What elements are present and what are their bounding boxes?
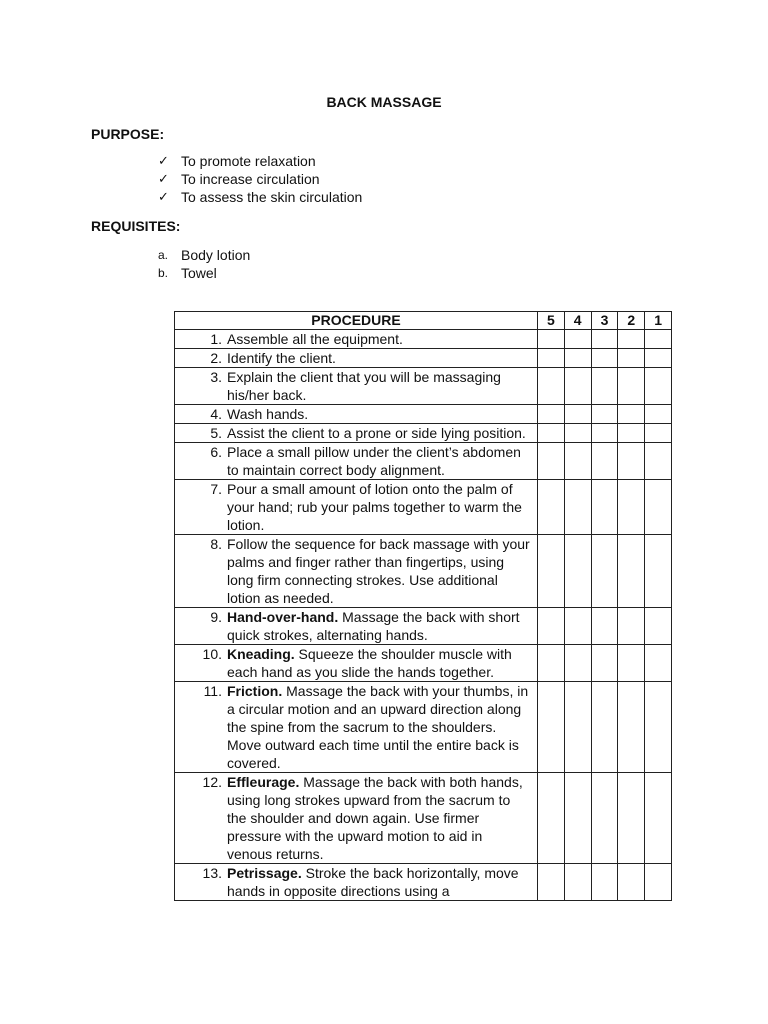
score-cell[interactable] [564, 773, 591, 864]
score-cell[interactable] [538, 645, 565, 682]
step-number: 5. [210, 425, 222, 441]
requisites-list [158, 246, 250, 282]
step-text [227, 349, 531, 367]
score-cell[interactable] [564, 349, 591, 368]
procedure-step-cell [175, 682, 538, 773]
purpose-item: ✓ To increase circulation [158, 171, 320, 187]
step-text [227, 405, 531, 423]
score-cell[interactable] [564, 480, 591, 535]
score-cell[interactable] [538, 424, 565, 443]
step-keyword: Hand-over-hand. [227, 609, 339, 625]
score-cell[interactable] [618, 330, 645, 349]
score-column-header: 4 [564, 312, 591, 330]
step-text [227, 330, 531, 348]
step-description: Identify the client. [227, 350, 336, 366]
step-description: Explain the client that you will be massaging his/her back. [227, 369, 501, 403]
score-cell[interactable] [645, 864, 672, 901]
step-description: Assist the client to a prone or side lying position. [227, 425, 526, 441]
step-text [227, 608, 531, 644]
score-cell[interactable] [618, 349, 645, 368]
score-cell[interactable] [645, 645, 672, 682]
score-cell[interactable] [538, 368, 565, 405]
score-cell[interactable] [645, 330, 672, 349]
procedure-step-cell [175, 443, 538, 480]
score-cell[interactable] [564, 645, 591, 682]
step-number: 13. [202, 865, 222, 881]
step-description: Follow the sequence for back massage with your palms and finger rather than fingertips, using long firm connecting strokes. Use additional lotion as needed. [227, 536, 530, 606]
procedure-step-cell [175, 608, 538, 645]
score-cell[interactable] [591, 773, 618, 864]
table-header-row [175, 312, 672, 330]
score-cell[interactable] [591, 330, 618, 349]
score-cell[interactable] [645, 405, 672, 424]
score-cell[interactable] [538, 535, 565, 608]
score-cell[interactable] [591, 864, 618, 901]
procedure-step-cell [175, 773, 538, 864]
score-cell[interactable] [645, 424, 672, 443]
step-number: 6. [210, 444, 222, 460]
score-cell[interactable] [645, 443, 672, 480]
table-row [175, 535, 672, 608]
procedure-step-cell [175, 349, 538, 368]
score-column-header: 2 [618, 312, 645, 330]
table-row [175, 405, 672, 424]
score-cell[interactable] [618, 368, 645, 405]
score-cell[interactable] [538, 864, 565, 901]
score-cell[interactable] [591, 645, 618, 682]
step-description: Massage the back with your thumbs, in a circular motion and an upward direction along the spine from the sacrum to the shoulders. Move outward each time until the entire back is covered. [227, 683, 529, 771]
score-cell[interactable] [618, 424, 645, 443]
step-text [227, 645, 531, 681]
score-cell[interactable] [538, 443, 565, 480]
score-cell[interactable] [591, 424, 618, 443]
score-cell[interactable] [538, 773, 565, 864]
score-cell[interactable] [618, 443, 645, 480]
step-number: 11. [203, 683, 222, 699]
table-row [175, 682, 672, 773]
score-cell[interactable] [591, 443, 618, 480]
score-cell[interactable] [618, 608, 645, 645]
requisites-heading: REQUISITES: [91, 218, 181, 234]
step-description: Wash hands. [227, 406, 309, 422]
score-cell[interactable] [591, 405, 618, 424]
score-cell[interactable] [618, 645, 645, 682]
score-column-header: 5 [538, 312, 565, 330]
step-text [227, 424, 531, 442]
score-cell[interactable] [618, 405, 645, 424]
step-number: 2. [210, 350, 222, 366]
procedure-step-cell [175, 405, 538, 424]
purpose-item: ✓ To promote relaxation [158, 153, 316, 169]
table-row [175, 864, 672, 901]
table-row [175, 443, 672, 480]
step-number: 3. [210, 369, 222, 385]
step-description: Place a small pillow under the client’s abdomen to maintain correct body alignment. [227, 444, 521, 478]
score-cell[interactable] [564, 405, 591, 424]
score-cell[interactable] [645, 535, 672, 608]
score-cell[interactable] [538, 608, 565, 645]
score-cell[interactable] [591, 368, 618, 405]
score-cell[interactable] [564, 424, 591, 443]
step-text [227, 535, 531, 607]
score-cell[interactable] [618, 480, 645, 535]
score-cell[interactable] [538, 480, 565, 535]
step-text [227, 368, 531, 404]
score-cell[interactable] [591, 608, 618, 645]
procedure-checklist-table [174, 311, 672, 901]
procedure-step-cell [175, 480, 538, 535]
score-cell[interactable] [538, 682, 565, 773]
step-description: Squeeze the shoulder muscle with each hand as you slide the hands together. [227, 646, 512, 680]
table-row [175, 608, 672, 645]
purpose-list [158, 152, 362, 206]
requisite-item: a. Body lotion [158, 247, 251, 263]
step-number: 12. [202, 774, 222, 790]
step-keyword: Kneading. [227, 646, 295, 662]
table-row [175, 349, 672, 368]
procedure-column-header: PROCEDURE [175, 312, 538, 330]
step-keyword: Effleurage. [227, 774, 300, 790]
step-keyword: Petrissage. [227, 865, 302, 881]
purpose-heading: PURPOSE: [91, 126, 165, 142]
score-cell[interactable] [618, 535, 645, 608]
step-text [227, 773, 531, 863]
step-number: 10. [202, 646, 222, 662]
step-number: 1. [210, 331, 222, 347]
procedure-step-cell [175, 864, 538, 901]
score-column-header: 3 [591, 312, 618, 330]
purpose-item: ✓ To assess the skin circulation [158, 189, 363, 205]
score-cell[interactable] [538, 330, 565, 349]
score-cell[interactable] [538, 349, 565, 368]
table-row [175, 424, 672, 443]
step-description: Stroke the back horizontally, move hands in opposite directions using a [227, 865, 519, 899]
step-description: Massage the back with both hands, using long strokes upward from the sacrum to the shoulder and down again. Use firmer pressure with the upward motion to aid in venous returns. [227, 774, 523, 862]
step-number: 7. [210, 481, 222, 497]
table-row [175, 368, 672, 405]
score-cell[interactable] [591, 349, 618, 368]
table-row [175, 773, 672, 864]
score-cell[interactable] [564, 330, 591, 349]
table-row [175, 330, 672, 349]
procedure-step-cell [175, 368, 538, 405]
procedure-steps [175, 330, 672, 901]
step-text [227, 682, 531, 772]
score-cell[interactable] [564, 535, 591, 608]
table-row [175, 480, 672, 535]
procedure-step-cell [175, 330, 538, 349]
score-cell[interactable] [645, 608, 672, 645]
score-cell[interactable] [618, 864, 645, 901]
table-row [175, 645, 672, 682]
score-cell[interactable] [645, 480, 672, 535]
score-cell[interactable] [564, 368, 591, 405]
requisite-item: b. Towel [158, 265, 217, 281]
procedure-step-cell [175, 424, 538, 443]
check-mark-icon: ✓ [158, 189, 169, 204]
step-keyword: Friction. [227, 683, 283, 699]
step-number: 9. [210, 609, 222, 625]
score-cell[interactable] [564, 864, 591, 901]
score-cell[interactable] [645, 682, 672, 773]
step-number: 8. [210, 536, 222, 552]
score-cell[interactable] [645, 349, 672, 368]
score-cell[interactable] [591, 480, 618, 535]
score-cell[interactable] [645, 773, 672, 864]
document-title: BACK MASSAGE [326, 94, 442, 110]
score-cell[interactable] [618, 773, 645, 864]
score-cell[interactable] [538, 405, 565, 424]
score-column-header: 1 [645, 312, 672, 330]
score-cell[interactable] [564, 608, 591, 645]
procedure-step-cell [175, 645, 538, 682]
check-mark-icon: ✓ [158, 171, 169, 186]
step-description: Massage the back with short quick strokes, alternating hands. [227, 609, 520, 643]
procedure-step-cell [175, 535, 538, 608]
step-description: Pour a small amount of lotion onto the palm of your hand; rub your palms together to warm the lotion. [227, 481, 522, 533]
check-mark-icon: ✓ [158, 153, 169, 168]
step-text [227, 864, 531, 900]
score-cell[interactable] [591, 535, 618, 608]
step-number: 4. [210, 406, 222, 422]
step-description: Assemble all the equipment. [227, 331, 403, 347]
step-text [227, 480, 531, 534]
score-cell[interactable] [564, 443, 591, 480]
score-cell[interactable] [645, 368, 672, 405]
step-text [227, 443, 531, 479]
score-cell[interactable] [564, 682, 591, 773]
score-cell[interactable] [618, 682, 645, 773]
score-cell[interactable] [591, 682, 618, 773]
